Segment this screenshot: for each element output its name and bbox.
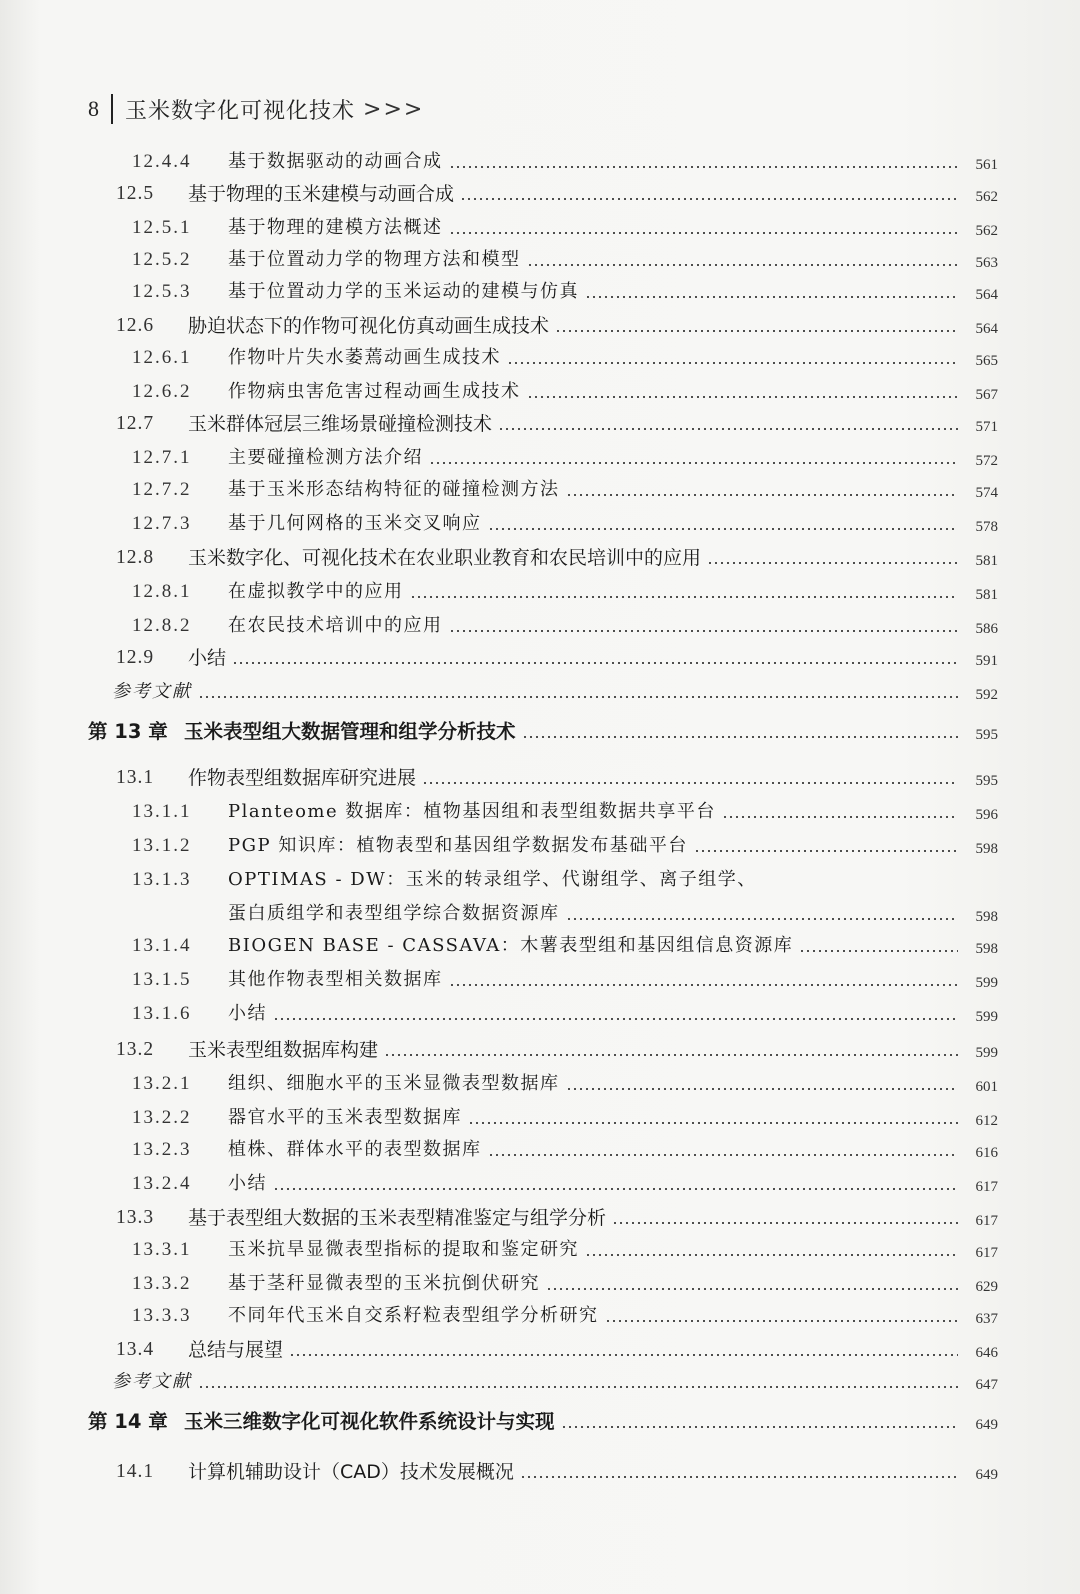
- toc-page-number: 591: [975, 653, 998, 669]
- toc-entry-title: Planteome 数据库：植物基因组和表型组数据共享平台: [228, 801, 716, 822]
- dot-leader: [612, 1222, 958, 1224]
- toc-entry-number: 13.1: [116, 767, 155, 788]
- toc-entry-title: 植株、群体水平的表型数据库: [228, 1139, 482, 1160]
- toc-entry-number: 13.4: [116, 1339, 155, 1360]
- toc-chapter-row: [88, 1410, 998, 1434]
- toc-entry-number: 13.1.5: [132, 969, 192, 990]
- dot-leader: [449, 630, 959, 632]
- toc-entry-row: [132, 834, 998, 858]
- toc-page-number: 598: [975, 841, 998, 857]
- dot-leader: [527, 396, 959, 398]
- toc-entry-number: 12.7.3: [132, 513, 192, 534]
- toc-page-number: 574: [975, 485, 998, 501]
- toc-entry-row: [116, 412, 998, 436]
- toc-page-number: 647: [975, 1377, 998, 1393]
- toc-page-number: 612: [975, 1113, 998, 1129]
- toc-entry-title: OPTIMAS - DW：玉米的转录组学、代谢组学、离子组学、: [228, 869, 757, 890]
- toc-references-row: [112, 1370, 998, 1394]
- toc-entry-title: 小结: [228, 1003, 267, 1024]
- toc-entry-title: 作物叶片失水萎蔫动画生成技术: [228, 347, 501, 368]
- toc-entry-title: 基于几何网格的玉米交叉响应: [228, 513, 482, 534]
- dot-leader: [605, 1320, 959, 1322]
- toc-entry-title: 器官水平的玉米表型数据库: [228, 1107, 462, 1128]
- toc-entry-number: 14.1: [116, 1461, 155, 1482]
- toc-page-number: 616: [975, 1145, 998, 1161]
- toc-entry-number: 13.3: [116, 1207, 155, 1228]
- toc-entry-row: [116, 1338, 998, 1362]
- toc-entry-number: 13.2: [116, 1039, 155, 1060]
- dot-leader: [422, 782, 958, 784]
- toc-page-number: 598: [975, 941, 998, 957]
- toc-entry-row: [116, 546, 998, 570]
- toc-entry-row: [116, 646, 998, 670]
- toc-entry-title: 基于物理的玉米建模与动画合成: [188, 183, 455, 205]
- toc-entry-number: 13.1.1: [132, 801, 192, 822]
- dot-leader: [198, 696, 958, 698]
- toc-entry-row: [116, 1038, 998, 1062]
- toc-page-number: 578: [975, 519, 998, 535]
- toc-page-number: 567: [975, 387, 998, 403]
- dot-leader: [468, 1122, 958, 1124]
- toc-page-number: 563: [975, 255, 998, 271]
- toc-entry-title: 基于茎秆显微表型的玉米抗倒伏研究: [228, 1273, 540, 1294]
- toc-entry-title: 基于位置动力学的物理方法和模型: [228, 249, 521, 270]
- toc-entry-number: 12.5: [116, 183, 155, 204]
- toc-page-number: 617: [975, 1245, 998, 1261]
- toc-entry-row: [132, 580, 998, 604]
- dot-leader: [273, 1018, 958, 1020]
- toc-entry-number: 12.6: [116, 315, 155, 336]
- dot-leader: [722, 816, 958, 818]
- running-header: [88, 90, 424, 128]
- toc-entry-title: 在虚拟教学中的应用: [228, 581, 404, 602]
- dot-leader: [488, 1154, 959, 1156]
- toc-entry-row: [132, 1172, 998, 1196]
- dot-leader: [555, 330, 958, 332]
- toc-entry-number: 13.2.2: [132, 1107, 192, 1128]
- toc-entry-number: 13.1.6: [132, 1003, 192, 1024]
- toc-page-number: 646: [975, 1345, 998, 1361]
- toc-entry-title: 主要碰撞检测方法介绍: [228, 447, 423, 468]
- toc-page-number: 637: [975, 1311, 998, 1327]
- toc-entry-title: 玉米表型组大数据管理和组学分析技术: [184, 720, 516, 743]
- toc-entry-title: 计算机辅助设计（CAD）技术发展概况: [188, 1461, 514, 1483]
- toc-page-number: 599: [975, 1045, 998, 1061]
- dot-leader: [546, 1288, 958, 1290]
- toc-entry-row: [132, 868, 757, 892]
- toc-entry-number: 13.3.3: [132, 1305, 192, 1326]
- toc-entry-number: 13.1.3: [132, 869, 192, 890]
- dot-leader: [289, 1354, 958, 1356]
- toc-entry-title: 基于位置动力学的玉米运动的建模与仿真: [228, 281, 579, 302]
- dot-leader: [527, 264, 959, 266]
- toc-entry-title: 小结: [188, 647, 227, 669]
- dot-leader: [198, 1386, 958, 1388]
- toc-entry-title: 基于玉米形态结构特征的碰撞检测方法: [228, 479, 560, 500]
- dot-leader: [585, 1254, 958, 1256]
- toc-entry-row: [132, 280, 998, 304]
- toc-entry-title: 组织、细胞水平的玉米显微表型数据库: [228, 1073, 560, 1094]
- dot-leader: [799, 950, 958, 952]
- toc-entry-row: [132, 934, 998, 958]
- toc-entry-title: BIOGEN BASE - CASSAVA：木薯表型组和基因组信息资源库: [228, 935, 794, 956]
- toc-entry-number: 12.8.2: [132, 615, 192, 636]
- toc-page-number: 562: [975, 189, 998, 205]
- dot-leader: [707, 562, 958, 564]
- toc-page-number: 595: [975, 727, 998, 743]
- toc-entry-title: 胁迫状态下的作物可视化仿真动画生成技术: [188, 315, 550, 337]
- dot-leader: [566, 494, 959, 496]
- toc-entry-row: [132, 446, 998, 470]
- toc-page-number: 649: [975, 1467, 998, 1483]
- toc-entry-row: [132, 1238, 998, 1262]
- toc-entry-row: [132, 1002, 998, 1026]
- book-title: 玉米数字化可视化技术: [125, 98, 356, 124]
- toc-entry-title: 玉米数字化、可视化技术在农业职业教育和农民培训中的应用: [188, 547, 702, 569]
- toc-entry-row: [132, 150, 998, 174]
- toc-entry-number: 13.2.1: [132, 1073, 192, 1094]
- dot-leader: [273, 1188, 958, 1190]
- toc-page-number: 564: [975, 287, 998, 303]
- toc-page-number: 596: [975, 807, 998, 823]
- toc-entry-row: [132, 248, 998, 272]
- dot-leader: [488, 528, 959, 530]
- toc-entry-title: 玉米抗旱显微表型指标的提取和鉴定研究: [228, 1239, 579, 1260]
- page-number: 8: [88, 96, 99, 121]
- toc-page-number: 649: [975, 1417, 998, 1433]
- dot-leader: [520, 1476, 958, 1478]
- dot-leader: [585, 296, 958, 298]
- dot-leader: [498, 428, 958, 430]
- toc-entry-number: 第 14 章: [88, 1410, 168, 1433]
- toc-entry-row: [132, 800, 998, 824]
- toc-page-number: 601: [975, 1079, 998, 1095]
- toc-entry-row: [116, 766, 998, 790]
- toc-page-number: 564: [975, 321, 998, 337]
- toc-entry-number: 12.8: [116, 547, 155, 568]
- dot-leader: [429, 462, 958, 464]
- toc-page-number: 629: [975, 1279, 998, 1295]
- toc-entry-row: [132, 614, 998, 638]
- toc-entry-title: 小结: [228, 1173, 267, 1194]
- toc-entry-number: 12.8.1: [132, 581, 192, 602]
- dot-leader: [522, 736, 958, 738]
- toc-entry-row: [132, 478, 998, 502]
- toc-entry-number: 12.5.1: [132, 217, 192, 238]
- toc-entry-title: 基于数据驱动的动画合成: [228, 151, 443, 172]
- toc-page-number: 599: [975, 975, 998, 991]
- toc-entry-title: 玉米表型组数据库构建: [188, 1039, 379, 1061]
- toc-page-number: 617: [975, 1179, 998, 1195]
- toc-entry-title: PGP 知识库：植物表型和基因组学数据发布基础平台: [228, 835, 688, 856]
- toc-entry-number: 第 13 章: [88, 720, 168, 743]
- toc-entry-title: 基于表型组大数据的玉米表型精准鉴定与组学分析: [188, 1207, 607, 1229]
- toc-entry-row: [132, 380, 998, 404]
- dot-leader: [449, 984, 959, 986]
- dot-leader: [232, 662, 958, 664]
- toc-page-number: 572: [975, 453, 998, 469]
- toc-entry-row: [132, 216, 998, 240]
- toc-references-row: [112, 680, 998, 704]
- toc-entry-row-continued: [228, 902, 998, 926]
- toc-entry-number: 13.2.3: [132, 1139, 192, 1160]
- toc-entry-row: [132, 346, 998, 370]
- toc-entry-row: [132, 1272, 998, 1296]
- toc-entry-number: 12.4.4: [132, 151, 192, 172]
- toc-page-number: 595: [975, 773, 998, 789]
- dot-leader: [384, 1054, 958, 1056]
- toc-entry-row: [132, 968, 998, 992]
- toc-entry-number: 13.3.2: [132, 1273, 192, 1294]
- toc-entry-row: [132, 512, 998, 536]
- toc-entry-title: 不同年代玉米自交系籽粒表型组学分析研究: [228, 1305, 599, 1326]
- toc-entry-title: 总结与展望: [188, 1339, 284, 1361]
- dot-leader: [561, 1426, 958, 1428]
- header-divider: [111, 94, 113, 124]
- toc-entry-row: [116, 1460, 998, 1484]
- toc-entry-title: 基于物理的建模方法概述: [228, 217, 443, 238]
- toc-entry-row: [132, 1072, 998, 1096]
- toc-page-number: 581: [975, 587, 998, 603]
- toc-page-number: 561: [975, 157, 998, 173]
- toc-entry-number: 12.5.3: [132, 281, 192, 302]
- toc-entry-number: 13.2.4: [132, 1173, 192, 1194]
- toc-page-number: 571: [975, 419, 998, 435]
- toc-page-number: 581: [975, 553, 998, 569]
- toc-entry-number: 12.6.1: [132, 347, 192, 368]
- toc-entry-title: 玉米三维数字化可视化软件系统设计与实现: [184, 1410, 555, 1433]
- toc-entry-number: 13.3.1: [132, 1239, 192, 1260]
- toc-entry-row: [116, 314, 998, 338]
- toc-entry-number: 12.7: [116, 413, 155, 434]
- toc-chapter-row: [88, 720, 998, 744]
- toc-entry-number: 13.1.4: [132, 935, 192, 956]
- toc-page-number: 565: [975, 353, 998, 369]
- toc-entry-title: 作物病虫害危害过程动画生成技术: [228, 381, 521, 402]
- dot-leader: [449, 232, 959, 234]
- toc-page-number: 586: [975, 621, 998, 637]
- toc-entry-title: 玉米群体冠层三维场景碰撞检测技术: [188, 413, 493, 435]
- dot-leader: [507, 362, 958, 364]
- toc-entry-row: [116, 1206, 998, 1230]
- dot-leader: [566, 918, 959, 920]
- toc-page-number: 592: [975, 687, 998, 703]
- dot-leader: [410, 596, 959, 598]
- toc-page-number: 562: [975, 223, 998, 239]
- toc-page-number: 617: [975, 1213, 998, 1229]
- toc-entry-title: 在农民技术培训中的应用: [228, 615, 443, 636]
- dot-leader: [694, 850, 958, 852]
- toc-entry-title-continued: 蛋白质组学和表型组学综合数据资源库: [228, 903, 560, 924]
- toc-entry-row: [132, 1106, 998, 1130]
- dot-leader: [460, 198, 958, 200]
- toc-entry-number: 12.6.2: [132, 381, 192, 402]
- toc-page-number: 599: [975, 1009, 998, 1025]
- toc-entry-row: [132, 1304, 998, 1328]
- header-arrows: >>>: [363, 96, 425, 122]
- dot-leader: [566, 1088, 959, 1090]
- toc-entry-row: [116, 182, 998, 206]
- toc-entry-number: 12.9: [116, 647, 155, 668]
- toc-entry-number: 12.5.2: [132, 249, 192, 270]
- toc-entry-number: 12.7.2: [132, 479, 192, 500]
- toc-entry-title: 其他作物表型相关数据库: [228, 969, 443, 990]
- toc-entry-title: 参考文献: [112, 681, 192, 702]
- toc-entry-title: 作物表型组数据库研究进展: [188, 767, 417, 789]
- toc-entry-title: 参考文献: [112, 1371, 192, 1392]
- toc-page-number: 598: [975, 909, 998, 925]
- toc-entry-number: 13.1.2: [132, 835, 192, 856]
- toc-entry-row: [132, 1138, 998, 1162]
- toc-entry-number: 12.7.1: [132, 447, 192, 468]
- dot-leader: [449, 166, 959, 168]
